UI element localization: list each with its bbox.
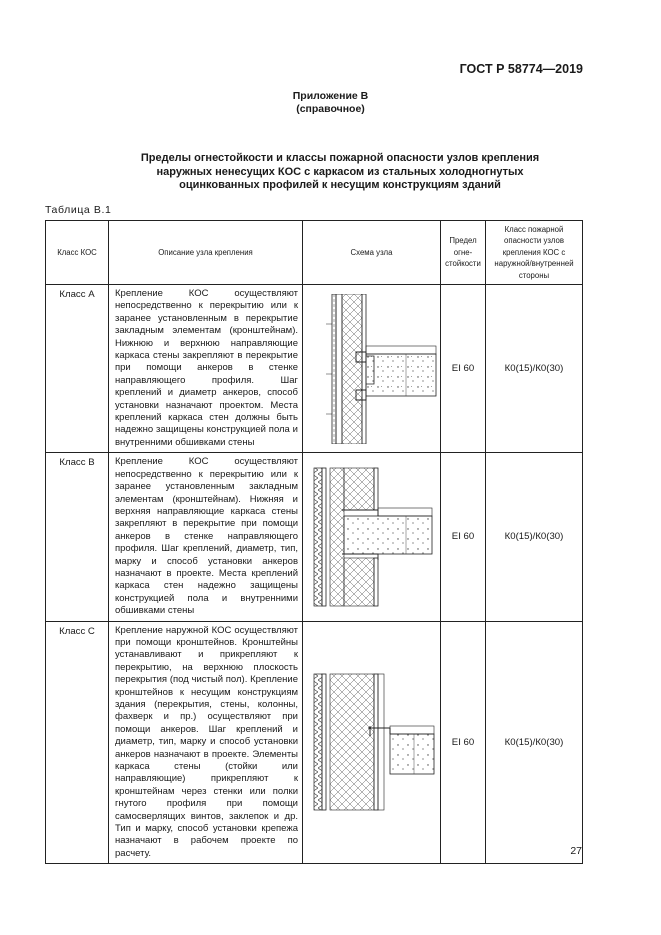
table-row — [46, 285, 583, 453]
table-label: Таблица В.1 — [45, 204, 112, 216]
row-class: Класс С — [46, 621, 109, 864]
row-class: Класс В — [46, 453, 109, 621]
section-title — [60, 152, 620, 193]
scheme-drawing-c — [306, 672, 438, 812]
scheme-drawing-b — [306, 466, 438, 608]
fire-resistance-table — [45, 220, 583, 864]
section-title-line-2: наружных ненесущих КОС с каркасом из стальных холодногнутых — [156, 165, 524, 178]
header-class: Класс КОС — [46, 221, 109, 285]
page-number: 27 — [570, 845, 582, 857]
row-hazard: К0(15)/К0(30) — [486, 285, 583, 453]
section-title-line-1: Пределы огнестойкости и классы пожарной опасности узлов крепления — [140, 152, 540, 164]
document-code: ГОСТ Р 58774—2019 — [459, 62, 583, 76]
row-scheme — [303, 453, 441, 621]
row-scheme — [303, 285, 441, 453]
row-limit: EI 60 — [441, 621, 486, 864]
header-description: Описание узла крепления — [109, 221, 303, 285]
appendix-title: Приложение В — [292, 90, 369, 102]
row-hazard: К0(15)/К0(30) — [486, 453, 583, 621]
header-limit: Предел огне-стойкости — [441, 221, 486, 285]
row-limit: EI 60 — [441, 453, 486, 621]
row-scheme — [303, 621, 441, 864]
row-description: Крепление КОС осуществляют непосредственно к перекрытию или к заранее установленным в перекрытие закладным элементам (кронштейнам). Нижнюю и верхнюю направляющие каркаса стены закрепляют в перекрытие при помощи анкеров в стенке направляющего профиля. Шаг креплений и диаметр анкеров, способ установки назначают проектом. Места креплений каркаса стен должны быть надежно защищены конструкцией пола и внутренними обшивками стены — [109, 285, 303, 453]
header-scheme: Схема узла — [303, 221, 441, 285]
appendix-subtitle: (справочное) — [296, 103, 365, 115]
table-row — [46, 621, 583, 864]
row-hazard: К0(15)/К0(30) — [486, 621, 583, 864]
scheme-drawing-a — [306, 294, 438, 444]
row-limit: EI 60 — [441, 285, 486, 453]
row-description: Крепление КОС осуществляют непосредственно к перекрытию или к заранее установленным закладным элементам (кронштейнам). Нижняя и верхняя направляющие каркаса стены закрепляют в перекрытие при помощи анкеров в стенке направляющего профиля. Шаг креплений, диаметр, тип, марку и способ установки анкеров назначают в проекте. Места креплений каркаса стен надежно защищены конструкцией пола и внутренними обшивками стены — [109, 453, 303, 621]
table-row — [46, 453, 583, 621]
row-class: Класс А — [46, 285, 109, 453]
row-description: Крепление наружной КОС осуществляют при помощи кронштейнов. Кронштейны устанавливают и прикрепляют к перекрытию, на верхнюю плоскость перекрытия (под чистый пол). Крепление кронштейнов к несущим конструкциям здания (перекрытия, стены, колонны, фахверк и пр.) осуществляют при помощи анкеров. Шаг креплений и диаметр, тип, марку и способ установки анкеров назначают в проекте. Элементы каркаса стены (стойки или направляющие) прикрепляют к кронштейнам через стенки или полки гнутого профиля при помощи самосверлящих винтов, заклепок и др. Тип и марку, способ установки крепежа назначают в рабочем проекте по расчету. — [109, 621, 303, 864]
header-hazard: Класс пожарной опасности узлов крепления КОС с наружной/внутренней стороны — [486, 221, 583, 285]
table-header-row — [46, 221, 583, 285]
section-title-line-3: оцинкованных профилей к несущим конструкциям зданий — [179, 179, 501, 191]
appendix-heading — [0, 90, 661, 116]
